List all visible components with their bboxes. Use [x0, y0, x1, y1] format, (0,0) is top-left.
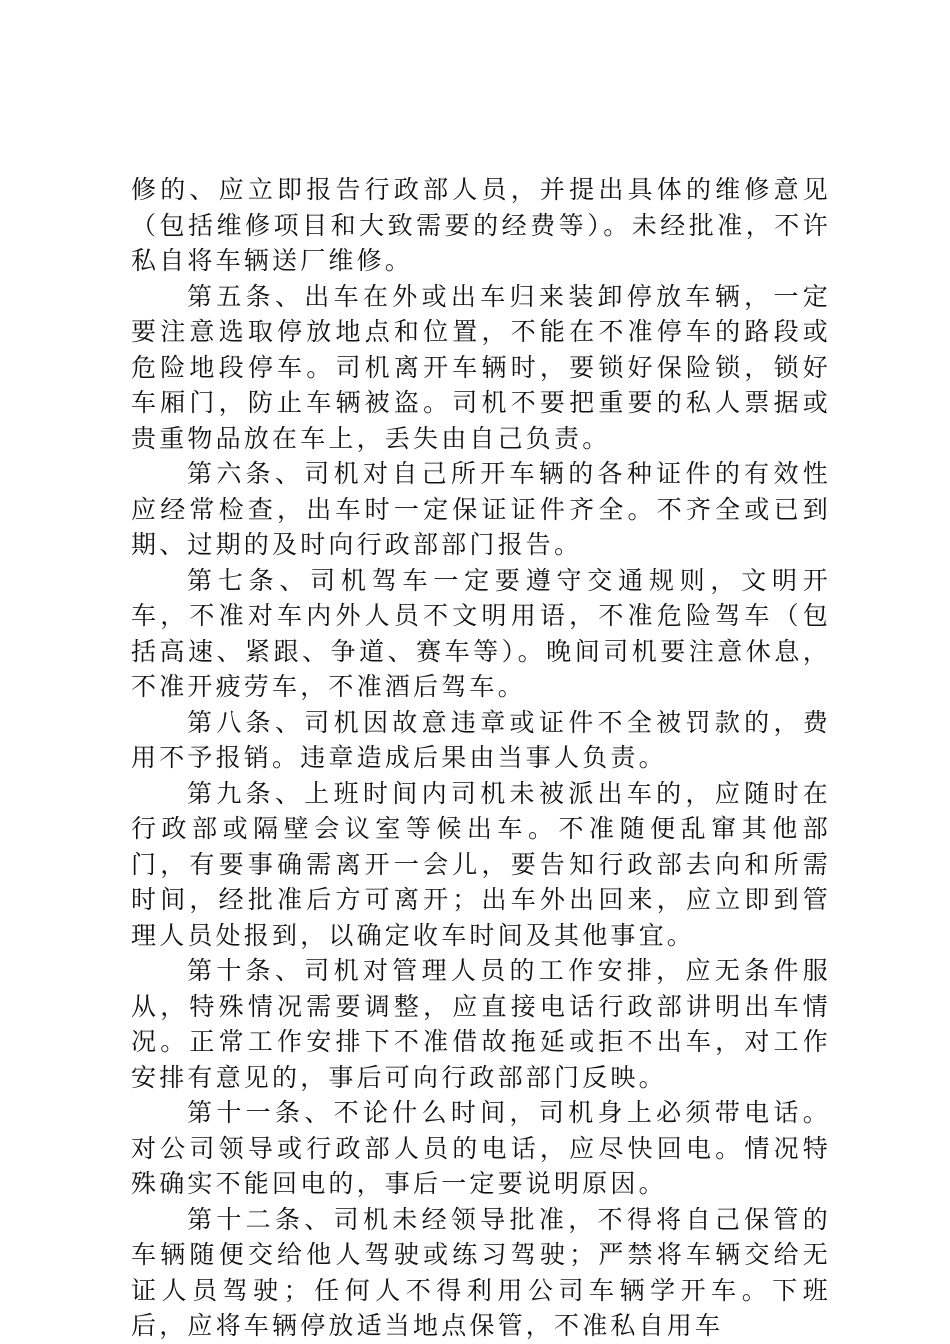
paragraph-article-5: 第五条、出车在外或出车归来装卸停放车辆，一定要注意选取停放地点和位置，不能在不准停车的路段或危险地段停车。司机离开车辆时，要锁好保险锁，锁好车厢门，防止车辆被盗。司机不要把重要的私人票据或贵重物品放在车上，丢失由自己负责。 — [131, 281, 831, 453]
paragraph-article-11: 第十一条、不论什么时间，司机身上必须带电话。对公司领导或行政部人员的电话，应尽快回电。情况特殊确实不能回电的，事后一定要说明原因。 — [131, 1098, 831, 1198]
paragraph-article-12: 第十二条、司机未经领导批准，不得将自己保管的车辆随便交给他人驾驶或练习驾驶；严禁将车辆交给无证人员驾驶；任何人不得利用公司车辆学开车。下班后，应将车辆停放适当地点保管，不准私自用车 — [131, 1204, 831, 1340]
paragraph-article-10: 第十条、司机对管理人员的工作安排，应无条件服从，特殊情况需要调整，应直接电话行政部讲明出车情况。正常工作安排下不准借故拖延或拒不出车，对工作安排有意见的，事后可向行政部部门反映。 — [131, 956, 831, 1092]
document-body — [131, 172, 831, 1344]
paragraph-continuation: 修的、应立即报告行政部人员，并提出具体的维修意见（包括维修项目和大致需要的经费等）。未经批准，不许私自将车辆送厂维修。 — [131, 175, 831, 275]
paragraph-article-7: 第七条、司机驾车一定要遵守交通规则，文明开车，不准对车内外人员不文明用语，不准危险驾车（包括高速、紧跟、争道、赛车等）。晚间司机要注意休息，不准开疲劳车，不准酒后驾车。 — [131, 565, 831, 701]
paragraph-article-6: 第六条、司机对自己所开车辆的各种证件的有效性应经常检查，出车时一定保证证件齐全。不齐全或已到期、过期的及时向行政部部门报告。 — [131, 459, 831, 559]
paragraph-article-8: 第八条、司机因故意违章或证件不全被罚款的，费用不予报销。违章造成后果由当事人负责。 — [131, 707, 831, 772]
paragraph-article-9: 第九条、上班时间内司机未被派出车的，应随时在行政部或隔壁会议室等候出车。不准随便乱窜其他部门，有要事确需离开一会儿，要告知行政部去向和所需时间，经批准后方可离开；出车外出回来，应立即到管理人员处报到，以确定收车时间及其他事宜。 — [131, 778, 831, 950]
